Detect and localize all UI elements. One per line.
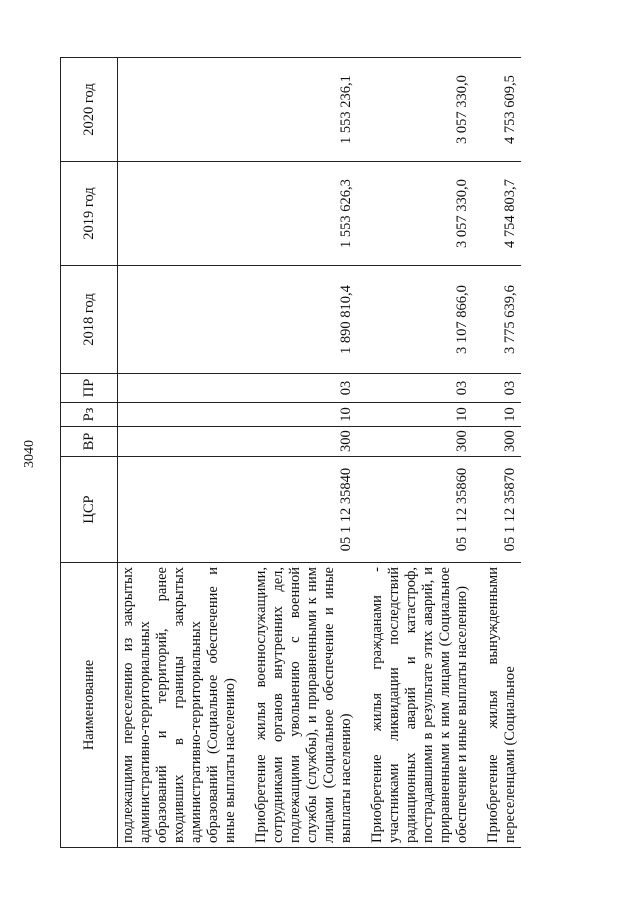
row-rz: 10 [251,403,357,427]
row-spacer [473,58,483,848]
row-2018: 1 890 810,4 [251,266,357,374]
row-2018: 3 775 639,6 [483,266,521,374]
row-2019 [118,162,242,266]
table-row [367,58,473,848]
header-row [61,58,118,848]
page-number-text: 3040 [22,440,37,468]
table-row [483,58,521,848]
row-2020 [118,58,242,162]
header-2019: 2019 год [61,162,118,266]
header-csr: ЦСР [61,457,118,563]
row-csr: 05 1 12 35860 [367,457,473,563]
row-name: подлежащими переселению из закрытых административно-территориальных образований и территорий, ранее входивших в границы закрытых административно-территориальных образований (Социальное обеспечение и иные выплаты населению) [118,563,242,848]
row-vr: 300 [251,427,357,457]
table-header [61,58,118,848]
row-csr [118,457,242,563]
row-csr: 05 1 12 35870 [483,457,521,563]
table-row [251,58,357,848]
row-2020: 1 553 236,1 [251,58,357,162]
header-pr: ПР [61,374,118,403]
row-name: Приобретение жилья гражданами - участниками ликвидации последствий радиационных аварий и катастроф, пострадавшими в результате этих аварий, и приравненными к ним лицами (Социальное обеспечение и иные выплаты населению) [367,563,473,848]
row-pr: 03 [251,374,357,403]
row-name: Приобретение жилья вынужденными переселенцами (Социальное [483,563,521,848]
row-2020: 4 753 609,5 [483,58,521,162]
header-2018: 2018 год [61,266,118,374]
row-2018 [118,266,242,374]
row-spacer [357,58,367,848]
row-pr [118,374,242,403]
row-2020: 3 057 330,0 [367,58,473,162]
page-number [16,434,44,474]
row-2018: 3 107 866,0 [367,266,473,374]
row-2019: 4 754 803,7 [483,162,521,266]
row-name: Приобретение жилья военнослужащими, сотрудниками органов внутренних дел, подлежащими увольнению с военной службы (службы), и приравненными к ним лицами (Социальное обеспечение и иные выплаты населению) [251,563,357,848]
row-2019: 3 057 330,0 [367,162,473,266]
header-2020: 2020 год [61,58,118,162]
row-2019: 1 553 626,3 [251,162,357,266]
table-row [118,58,242,848]
row-spacer [241,58,251,848]
row-rz [118,403,242,427]
row-vr [118,427,242,457]
row-rz: 10 [367,403,473,427]
row-vr: 300 [367,427,473,457]
row-vr: 300 [483,427,521,457]
header-name: Наименование [61,563,118,848]
row-csr: 05 1 12 35840 [251,457,357,563]
rotated-page-content [60,58,620,848]
table-body [118,58,522,848]
row-pr: 03 [483,374,521,403]
row-rz: 10 [483,403,521,427]
header-rz: Рз [61,403,118,427]
header-vr: ВР [61,427,118,457]
row-pr: 03 [367,374,473,403]
budget-table [60,57,521,848]
